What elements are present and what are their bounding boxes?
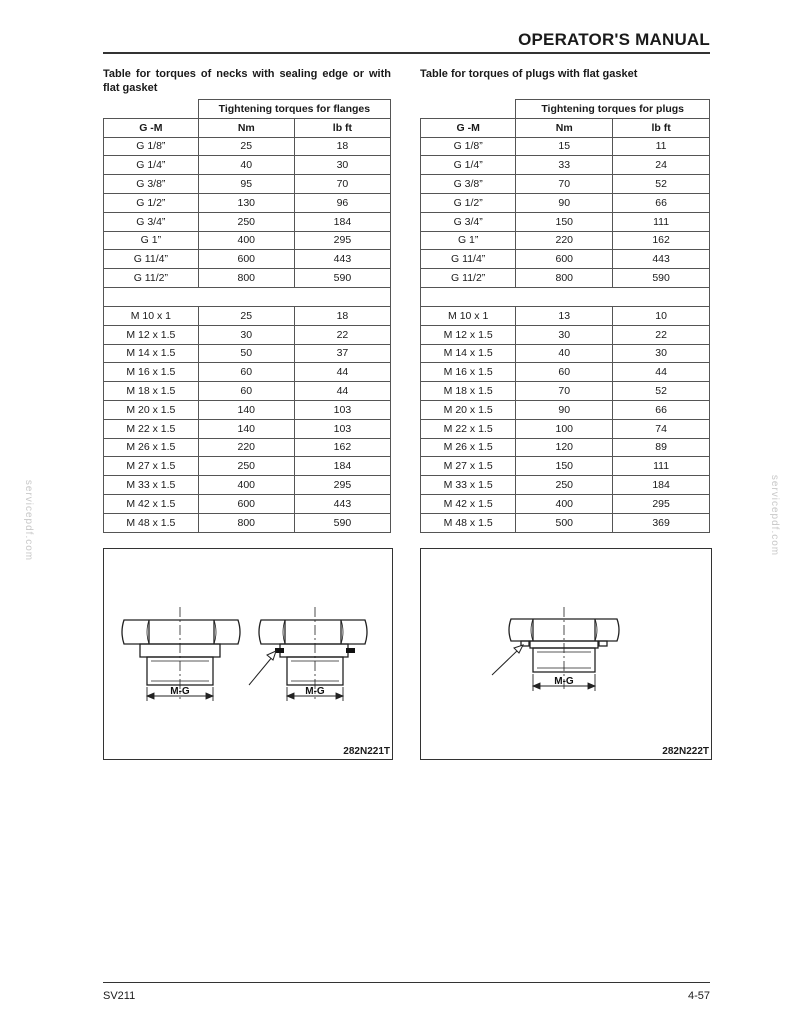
table-cell: 30 [516, 325, 613, 344]
table-row [104, 344, 391, 363]
table-row [104, 382, 391, 401]
table-cell: G 3/4” [421, 212, 516, 231]
flanges-torque-table [103, 99, 391, 533]
table-cell: 150 [516, 457, 613, 476]
table-cell: 90 [516, 400, 613, 419]
table-row [421, 382, 710, 401]
table-cell: 295 [613, 494, 710, 513]
table-row [104, 250, 391, 269]
table-row [421, 175, 710, 194]
table-cell: G 1/2” [104, 193, 199, 212]
table-cell: 590 [613, 269, 710, 288]
group-header-row [421, 100, 710, 119]
table-cell: M 27 x 1.5 [104, 457, 199, 476]
watermark-right: servicepdf.com [769, 474, 781, 557]
table-cell: M 22 x 1.5 [421, 419, 516, 438]
table-row [421, 494, 710, 513]
table-cell: G 3/8” [104, 175, 199, 194]
table-cell: 22 [294, 325, 390, 344]
table-cell: 140 [198, 419, 294, 438]
table-row [104, 363, 391, 382]
column-header: G -M [421, 118, 516, 137]
table-cell: 184 [294, 457, 390, 476]
table-cell: 369 [613, 513, 710, 532]
table-cell: 600 [516, 250, 613, 269]
table-cell: G 11/4” [421, 250, 516, 269]
table-cell: 52 [613, 382, 710, 401]
table-row [421, 231, 710, 250]
column-header: lb ft [294, 118, 390, 137]
flanges-table-caption: Table for torques of necks with sealing edge or with flat gasket [103, 68, 391, 94]
table-cell: 40 [198, 156, 294, 175]
table-row [104, 306, 391, 325]
header-rule [103, 52, 710, 54]
table-cell: 600 [198, 250, 294, 269]
table-cell: 103 [294, 419, 390, 438]
table-row [421, 513, 710, 532]
table-cell: G 11/2” [104, 269, 199, 288]
table-cell: 37 [294, 344, 390, 363]
table-cell: 60 [516, 363, 613, 382]
table-cell: 70 [516, 382, 613, 401]
figure-plugs [420, 548, 712, 760]
table-row [104, 269, 391, 288]
column-header: lb ft [613, 118, 710, 137]
table-row [421, 344, 710, 363]
table-row [104, 419, 391, 438]
table-cell: G 1/8” [421, 137, 516, 156]
separator-cell [421, 287, 710, 306]
table-row [104, 513, 391, 532]
table-row [421, 193, 710, 212]
table-cell: 100 [516, 419, 613, 438]
table-cell: 140 [198, 400, 294, 419]
table-cell: 162 [294, 438, 390, 457]
table-cell: 18 [294, 137, 390, 156]
table-row [421, 363, 710, 382]
table-cell: 250 [516, 476, 613, 495]
table-cell: 13 [516, 306, 613, 325]
blank-cell [104, 100, 199, 119]
table-cell: 590 [294, 269, 390, 288]
table-cell: 44 [613, 363, 710, 382]
table-cell: 30 [294, 156, 390, 175]
table-cell: M 26 x 1.5 [421, 438, 516, 457]
dimension-label-2: M-G [305, 686, 325, 697]
table-row [421, 137, 710, 156]
table-cell: M 42 x 1.5 [421, 494, 516, 513]
table-cell: G 3/4” [104, 212, 199, 231]
table-row [104, 494, 391, 513]
table-cell: G 1/2” [421, 193, 516, 212]
table-row [421, 438, 710, 457]
blank-cell [421, 100, 516, 119]
table-cell: 22 [613, 325, 710, 344]
table-cell: M 27 x 1.5 [421, 457, 516, 476]
group-header-row [104, 100, 391, 119]
table-cell: M 14 x 1.5 [104, 344, 199, 363]
table-cell: 30 [613, 344, 710, 363]
table-cell: M 14 x 1.5 [421, 344, 516, 363]
table-cell: 184 [613, 476, 710, 495]
table-cell: 162 [613, 231, 710, 250]
table-cell: 295 [294, 476, 390, 495]
table-row [104, 193, 391, 212]
column-header: Nm [516, 118, 613, 137]
table-cell: 443 [294, 250, 390, 269]
table-cell: 443 [613, 250, 710, 269]
figure-necks [103, 548, 393, 760]
table-cell: 184 [294, 212, 390, 231]
table-cell: 25 [198, 306, 294, 325]
plugs-drawing [421, 549, 711, 759]
group-header: Tightening torques for flanges [198, 100, 390, 119]
table-cell: G 1/4” [104, 156, 199, 175]
table-cell: 295 [294, 231, 390, 250]
table-row [421, 306, 710, 325]
group-header: Tightening torques for plugs [516, 100, 710, 119]
separator-row [421, 287, 710, 306]
separator-row [104, 287, 391, 306]
table-cell: 60 [198, 382, 294, 401]
table-cell: M 12 x 1.5 [104, 325, 199, 344]
table-cell: M 18 x 1.5 [421, 382, 516, 401]
table-cell: G 1/4” [421, 156, 516, 175]
column-header-row [104, 118, 391, 137]
table-row [104, 175, 391, 194]
dimension-label-3: M-G [554, 676, 574, 687]
table-cell: 70 [516, 175, 613, 194]
table-cell: G 1” [104, 231, 199, 250]
table-row [421, 269, 710, 288]
table-cell: M 20 x 1.5 [104, 400, 199, 419]
table-cell: 600 [198, 494, 294, 513]
table-cell: 70 [294, 175, 390, 194]
table-cell: 400 [198, 231, 294, 250]
table-cell: 150 [516, 212, 613, 231]
table-row [104, 400, 391, 419]
table-cell: 44 [294, 363, 390, 382]
table-row [421, 325, 710, 344]
table-row [421, 476, 710, 495]
table-cell: 400 [198, 476, 294, 495]
footer-rule [103, 982, 710, 983]
table-cell: G 1” [421, 231, 516, 250]
column-header: G -M [104, 118, 199, 137]
table-cell: M 48 x 1.5 [421, 513, 516, 532]
table-cell: 30 [198, 325, 294, 344]
table-cell: M 42 x 1.5 [104, 494, 199, 513]
table-cell: 10 [613, 306, 710, 325]
table-cell: M 18 x 1.5 [104, 382, 199, 401]
table-cell: 96 [294, 193, 390, 212]
table-row [104, 457, 391, 476]
table-cell: M 33 x 1.5 [104, 476, 199, 495]
table-cell: M 10 x 1 [421, 306, 516, 325]
table-cell: G 11/2” [421, 269, 516, 288]
separator-cell [104, 287, 391, 306]
page-title: OPERATOR'S MANUAL [518, 30, 710, 49]
watermark-left: servicepdf.com [23, 479, 35, 562]
table-cell: M 20 x 1.5 [421, 400, 516, 419]
table-cell: 40 [516, 344, 613, 363]
table-cell: 400 [516, 494, 613, 513]
figure-code: 282N222T [662, 746, 709, 757]
table-cell: 60 [198, 363, 294, 382]
table-cell: 33 [516, 156, 613, 175]
table-cell: 25 [198, 137, 294, 156]
table-row [104, 137, 391, 156]
table-row [421, 250, 710, 269]
dimension-label-1: M-G [170, 686, 190, 697]
table-cell: 90 [516, 193, 613, 212]
figure-code: 282N221T [343, 746, 390, 757]
table-row [104, 438, 391, 457]
table-cell: 74 [613, 419, 710, 438]
table-cell: 800 [198, 513, 294, 532]
table-cell: G 11/4” [104, 250, 199, 269]
table-cell: 500 [516, 513, 613, 532]
table-row [421, 457, 710, 476]
table-row [421, 419, 710, 438]
table-cell: M 12 x 1.5 [421, 325, 516, 344]
table-cell: 800 [198, 269, 294, 288]
table-cell: 443 [294, 494, 390, 513]
table-cell: M 16 x 1.5 [104, 363, 199, 382]
table-row [104, 231, 391, 250]
table-row [104, 476, 391, 495]
table-row [104, 156, 391, 175]
table-cell: M 10 x 1 [104, 306, 199, 325]
table-cell: M 33 x 1.5 [421, 476, 516, 495]
plugs-table-caption: Table for torques of plugs with flat gasket [420, 68, 638, 80]
table-cell: 11 [613, 137, 710, 156]
table-cell: 800 [516, 269, 613, 288]
table-cell: 89 [613, 438, 710, 457]
table-cell: 50 [198, 344, 294, 363]
table-cell: 111 [613, 457, 710, 476]
table-cell: 95 [198, 175, 294, 194]
table-cell: 120 [516, 438, 613, 457]
table-cell: 52 [613, 175, 710, 194]
table-cell: 220 [516, 231, 613, 250]
table-row [104, 212, 391, 231]
table-cell: 66 [613, 193, 710, 212]
plugs-torque-table [420, 99, 710, 533]
table-cell: M 22 x 1.5 [104, 419, 199, 438]
table-cell: M 16 x 1.5 [421, 363, 516, 382]
table-row [104, 325, 391, 344]
table-cell: 111 [613, 212, 710, 231]
table-cell: 15 [516, 137, 613, 156]
table-row [421, 156, 710, 175]
column-header-row [421, 118, 710, 137]
column-header: Nm [198, 118, 294, 137]
table-row [421, 212, 710, 231]
table-cell: 130 [198, 193, 294, 212]
table-cell: G 1/8” [104, 137, 199, 156]
necks-drawing [104, 549, 392, 759]
table-row [421, 400, 710, 419]
table-cell: G 3/8” [421, 175, 516, 194]
table-cell: 66 [613, 400, 710, 419]
model-name: SV211 [103, 990, 136, 1002]
page-number: 4-57 [687, 990, 710, 1002]
table-cell: 220 [198, 438, 294, 457]
table-cell: 24 [613, 156, 710, 175]
table-cell: M 48 x 1.5 [104, 513, 199, 532]
table-cell: 590 [294, 513, 390, 532]
table-cell: 44 [294, 382, 390, 401]
table-cell: 18 [294, 306, 390, 325]
table-cell: 250 [198, 457, 294, 476]
table-cell: M 26 x 1.5 [104, 438, 199, 457]
table-cell: 250 [198, 212, 294, 231]
table-cell: 103 [294, 400, 390, 419]
